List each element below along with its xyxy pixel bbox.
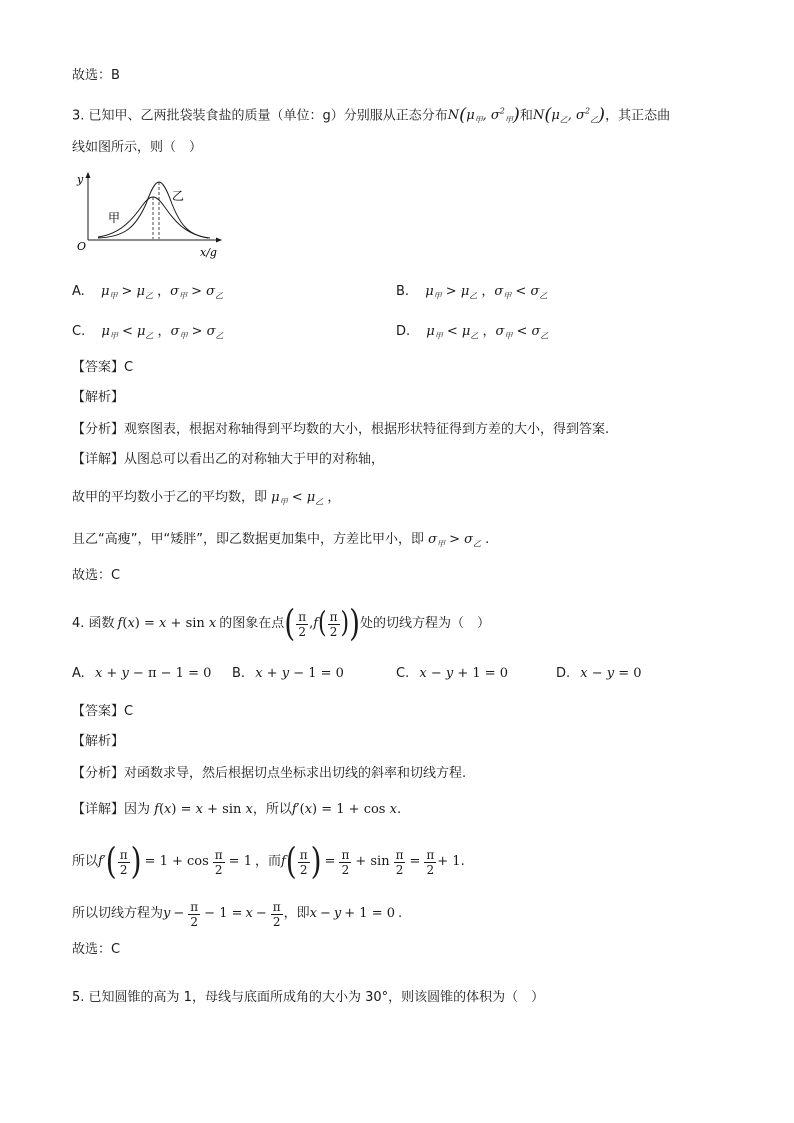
q3-stem-and: 和 (519, 108, 533, 124)
q3-option-d: D. $\mu_甲 < \mu_乙$ ，$\sigma_甲 < \sigma_乙$ (396, 324, 549, 341)
q4-stem: 4. 函数 f(x) = x + sin x 的图象在点 ( $\frac{\pi}{2}$ , f ( $\frac{\pi}{2}$ ) ) 处的切线方程为（ ） (72, 601, 491, 645)
q3-dist1: $N(\mu_甲$, $\sigma^2_甲$) (447, 104, 520, 126)
q4-option-a: A. x + y − π − 1 = 0 (72, 666, 212, 681)
curve-label-yi: 乙 (172, 189, 185, 203)
q3-stem-text: 3. 已知甲、乙两批袋装食盐的质量（单位：g）分别服从正态分布 (72, 108, 448, 124)
q3-line-var: 且乙“高瘦”，甲“矮胖”，即乙数据更加集中，方差比甲小，即 $\sigma_甲 > \sigma_乙$ . (72, 532, 490, 549)
q4-point: ( $\frac{\pi}{2}$ , f ( $\frac{\pi}{2}$ ) ) (284, 601, 361, 645)
q4-xiangjie-fp: f′(x) = 1 + cos x (291, 802, 397, 817)
q3-answer: 【答案】C (72, 360, 134, 375)
origin-label: O (77, 240, 87, 253)
q4-fenxi: 【分析】对函数求导，然后根据切点坐标求出切线的斜率和切线方程. (72, 766, 467, 781)
q3-fenxi: 【分析】观察图表，根据对称轴得到平均数的大小，根据形状特征得到方差的大小，得到答案. (72, 422, 610, 437)
normal-curve-figure (70, 168, 230, 260)
q4-option-b: B. x + y − 1 = 0 (232, 666, 344, 681)
q4-option-d: D. x − y = 0 (556, 666, 642, 681)
q3-option-b: B. $\mu_甲 > \mu_乙$ ，$\sigma_甲 < \sigma_乙$ (396, 284, 548, 301)
q3-option-a: A. $\mu_甲 > \mu_乙$ ，$\sigma_甲 > \sigma_乙$ (72, 284, 224, 301)
curve-label-jia: 甲 (108, 211, 121, 225)
q3-stem-line1 (72, 102, 670, 131)
q3-stem-text2: ，其正态曲 (605, 108, 671, 124)
q4-xiangjie-f: f(x) = x + sin x (154, 802, 253, 817)
q4-xiangjie: 【详解】因为 f(x) = x + sin x，所以f′(x) = 1 + cos x. (72, 802, 402, 817)
q4-conclusion: 故选：C (72, 942, 121, 957)
y-axis-arrow (86, 172, 91, 178)
q3-xiangjie: 【详解】从图总可以看出乙的对称轴大于甲的对称轴， (72, 452, 385, 467)
q4-line3: 所以切线方程为 y − $\frac{\pi}{2}$ − 1 = x − $\frac{\pi}{2}$ ，即 x − y + 1 = 0 . (72, 899, 403, 929)
q3-dist2: $N(\mu_乙$, $\sigma^2_乙$) (532, 104, 606, 126)
q2-conclusion: 故选：B (72, 68, 120, 83)
q4-analysis-label: 【解析】 (72, 734, 125, 749)
q3-option-c: C. $\mu_甲 < \mu_乙$ ，$\sigma_甲 > \sigma_乙$ (72, 324, 224, 341)
q4-func: f(x) = x + sin x (117, 616, 217, 631)
q4-option-c: C. x − y + 1 = 0 (396, 666, 509, 681)
q5-stem: 5. 已知圆锥的高为 1，母线与底面所成角的大小为 30°，则该圆锥的体积为（ ） (72, 990, 545, 1005)
x-axis-arrow (216, 238, 222, 243)
curve-yi (98, 182, 210, 238)
q3-stem-line2: 线如图所示，则（ ） (72, 140, 203, 155)
x-axis-label: x/g (200, 246, 217, 259)
y-axis-label: y (77, 173, 84, 186)
q3-analysis-label: 【解析】 (72, 390, 125, 405)
q3-line-mean: 故甲的平均数小于乙的平均数，即 $\mu_甲 < \mu_乙$ ， (72, 490, 341, 507)
q4-answer: 【答案】C (72, 704, 134, 719)
q3-conclusion: 故选：C (72, 568, 121, 583)
q4-line2: 所以 f ′ ( $\frac{\pi}{2}$ ) = 1 + cos $\frac{\pi}{2}$ = 1 ，而 f ( $\frac{\pi}{2}$ ) = $\frac{\pi}{2}$ + sin $\frac{\pi}{2}$ = $\frac{\pi}{2}$ + 1. (72, 839, 465, 883)
